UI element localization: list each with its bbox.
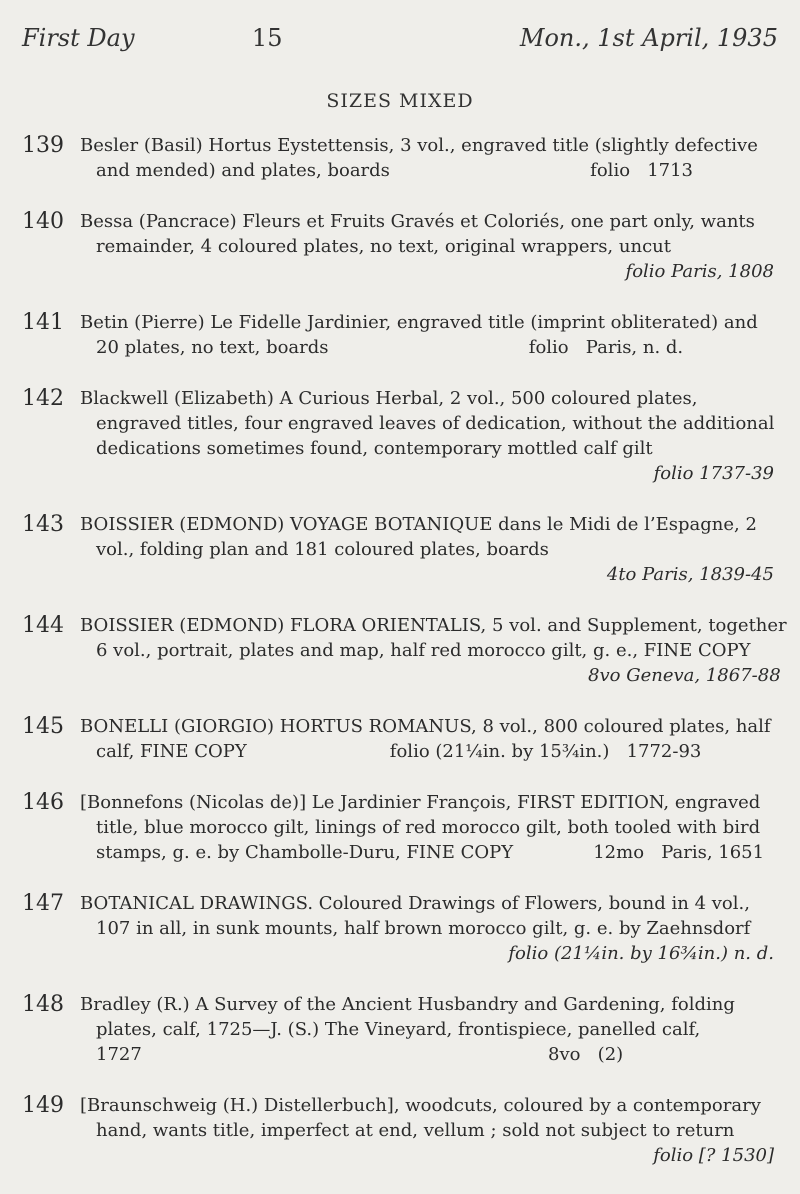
description-line: title, blue morocco gilt, linings of red morocco gilt, both tooled with bird [96,817,761,838]
lot-description [80,1093,780,1168]
description-line: BOISSIER (EDMOND) FLORA ORIENTALIS, 5 vol. and Supplement, together [80,615,787,636]
lot-description [80,714,780,764]
lot-entry [22,512,780,587]
lot-entry [22,790,780,865]
description-line: Bessa (Pancrace) Fleurs et Fruits Gravés et Coloriés, one part only, wants [80,211,755,232]
lot-description [80,613,787,688]
description-line: 107 in all, in sunk mounts, half brown morocco gilt, g. e. by Zaehnsdorf [96,918,751,939]
lot-number: 144 [22,613,64,638]
lot-number: 141 [22,310,64,335]
description-line: [Braunschweig (H.) Distellerbuch], woodcuts, coloured by a contemporary [80,1095,761,1116]
description-line: BOTANICAL DRAWINGS. Coloured Drawings of Flowers, bound in 4 vol., [80,893,750,914]
description-line: plates, calf, 1725—J. (S.) The Vineyard, frontispiece, panelled calf, [96,1019,701,1040]
lot-entry [22,891,780,966]
lot-number: 148 [22,992,64,1017]
description-line: calf, FINE COPY folio (21¼in. by 15¾in.) 1772-93 [96,741,702,762]
format-date-line: folio 1737-39 [653,463,774,484]
description-line: 6 vol., portrait, plates and map, half red morocco gilt, g. e., FINE COPY [96,640,751,661]
lot-entry [22,310,780,360]
lot-number: 147 [22,891,64,916]
description-line: 1727 8vo (2) [96,1044,624,1065]
lot-description [80,310,780,360]
lot-description [80,512,780,587]
description-line: Besler (Basil) Hortus Eystettensis, 3 vol., engraved title (slightly defective [80,135,758,156]
lot-entry [22,133,780,183]
description-line: engraved titles, four engraved leaves of dedication, without the additional [96,413,775,434]
description-line: Blackwell (Elizabeth) A Curious Herbal, 2 vol., 500 coloured plates, [80,388,698,409]
lot-list [22,133,787,1194]
format-date-line: 8vo Geneva, 1867-88 [588,665,781,686]
lot-entry [22,209,780,284]
page-number: 15 [251,24,283,52]
lot-description [80,386,780,486]
lot-number: 143 [22,512,64,537]
description-line: remainder, 4 coloured plates, no text, original wrappers, uncut [96,236,671,257]
description-line: vol., folding plan and 181 coloured plates, boards [96,539,549,560]
running-head [22,24,778,52]
section-heading: SIZES MIXED [326,90,474,112]
lot-description [80,891,780,966]
description-line: hand, wants title, imperfect at end, vellum ; sold not subject to return [96,1120,735,1141]
lot-number: 142 [22,386,64,411]
description-line: Betin (Pierre) Le Fidelle Jardinier, engraved title (imprint obliterated) and [80,312,758,333]
lot-number: 139 [22,133,64,158]
lot-description [80,790,780,865]
format-date-line: 4to Paris, 1839-45 [606,564,774,585]
description-line: Bradley (R.) A Survey of the Ancient Husbandry and Gardening, folding [80,994,735,1015]
lot-entry [22,1093,780,1168]
lot-entry [22,386,780,486]
lot-entry [22,714,780,764]
format-date-line: folio Paris, 1808 [625,261,774,282]
description-line: 20 plates, no text, boards folio Paris, n. d. [96,337,684,358]
lot-description [80,209,780,284]
lot-entry [22,613,787,688]
lot-number: 149 [22,1093,64,1118]
lot-number: 145 [22,714,64,739]
description-line: dedications sometimes found, contemporary mottled calf gilt [96,438,653,459]
lot-description [80,133,780,183]
description-line: and mended) and plates, boards folio 1713 [96,160,694,181]
running-head-left: First Day [22,24,135,52]
description-line: BONELLI (GIORGIO) HORTUS ROMANUS, 8 vol., 800 coloured plates, half [80,716,771,737]
lot-description [80,992,780,1067]
description-line: stamps, g. e. by Chambolle-Duru, FINE COPY 12mo Paris, 1651 [96,842,765,863]
description-line: BOISSIER (EDMOND) VOYAGE BOTANIQUE dans le Midi de l’Espagne, 2 [80,514,757,535]
lot-number: 140 [22,209,64,234]
description-line: [Bonnefons (Nicolas de)] Le Jardinier François, FIRST EDITION, engraved [80,792,761,813]
format-date-line: folio [? 1530] [653,1145,774,1166]
lot-entry [22,992,780,1067]
lot-number: 146 [22,790,64,815]
running-head-right: Mon., 1st April, 1935 [519,24,778,52]
format-date-line: folio (21¼in. by 16¾in.) n. d. [508,943,774,964]
